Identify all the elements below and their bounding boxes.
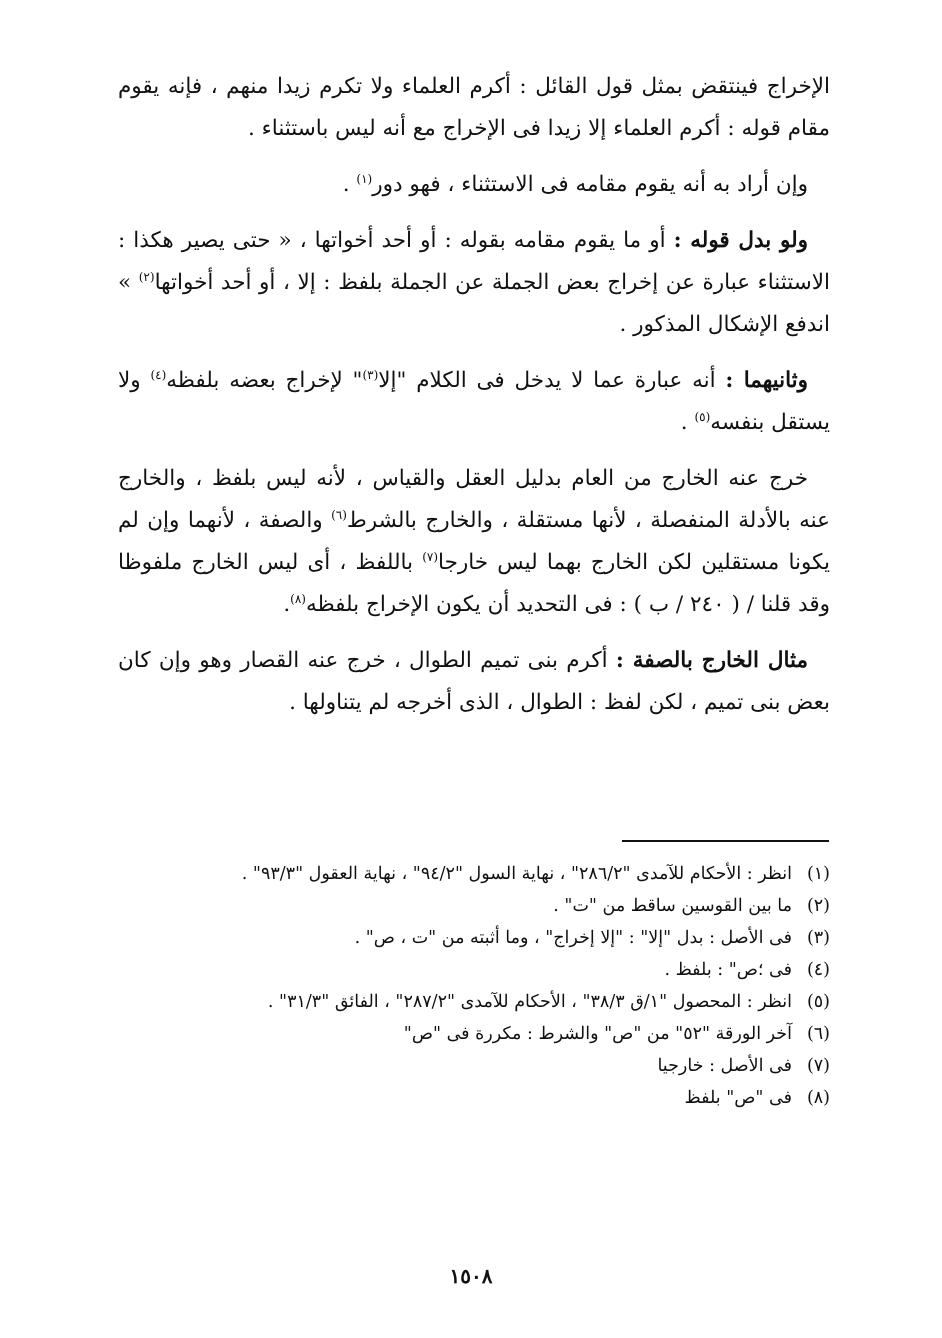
main-text [118, 66, 830, 724]
footnote-item [118, 922, 830, 954]
paragraph-3-text: أو ما يقوم مقامه بقوله : أو أحد أخواتها ، « حتى يصير هكذا : الاستثناء عبارة عن إخراج بعض الجملة عن الجملة بلفظ : إلا ، أو أحد أخواتها [118, 228, 830, 295]
footnote-text: فى الأصل : بدل "إلا" : "إلا إخراج" ، وما أثبته من "ت ، ص" . [354, 928, 792, 948]
footnote-text: ما بين القوسين ساقط من "ت" . [553, 896, 792, 916]
paragraph-5-end: . [283, 592, 291, 617]
paragraph-4-end: . [680, 410, 695, 435]
paragraph-4-text-c: ولا يستقل بنفسه [118, 368, 830, 435]
footnote-item [118, 1082, 830, 1114]
paragraph-5-text-c: باللفظ ، أى ليس الخارج ملفوظا وقد قلنا / ( ٢٤٠ / ب ) : فى التحديد أن يكون الإخراج بلفظه [118, 550, 830, 617]
paragraph-2 [118, 164, 830, 206]
footnote-ref-5: (٥) [694, 409, 711, 424]
footnote-item [118, 986, 830, 1018]
paragraph-6 [118, 640, 830, 724]
footnote-number: (٦) [806, 1024, 830, 1044]
paragraph-1 [118, 66, 830, 150]
footnote-ref-1: (١) [356, 171, 373, 186]
footnote-ref-4: (٤) [150, 367, 167, 382]
paragraph-1-text: الإخراج فينتقض بمثل قول القائل : أكرم العلماء ولا تكرم زيدا منهم ، فإنه يقوم مقام قوله : أكرم العلماء إلا زيدا فى الإخراج مع أنه ليس باستثناء . [118, 74, 830, 141]
page-number: ١٥٠٨ [449, 1264, 493, 1288]
footnote-text: انظر : المحصول "١/ق ٣٨/٣" ، الأحكام للآمدى "٢٨٧/٢" ، الفائق "٣١/٣" . [267, 992, 792, 1012]
footnote-item [118, 1050, 830, 1082]
footnote-text: فى ؛ص" : بلفظ . [664, 960, 792, 980]
footnote-ref-7: (٧) [422, 549, 439, 564]
footnote-text: فى "ص" بلفظ [684, 1088, 792, 1108]
footnote-ref-3: (٣) [362, 367, 379, 382]
paragraph-2-text: وإن أراد به أنه يقوم مقامه فى الاستثناء ، فهو دور [372, 172, 808, 197]
footnote-divider [622, 840, 829, 842]
paragraph-5-text-b: والصفة ، لأنهما وإن لم يكونا مستقلين لكن الخارج بهما ليس خارجا [118, 508, 830, 575]
footnote-ref-8: (٨) [290, 591, 306, 606]
footnote-number: (٣) [806, 928, 830, 948]
paragraph-4-text-b: " لإخراج بعضه بلفظه [166, 368, 363, 393]
paragraph-5 [118, 458, 830, 626]
paragraph-4-lead: وثانيهما : [725, 368, 808, 393]
footnote-item [118, 954, 830, 986]
footnote-item [118, 1018, 830, 1050]
footnote-number: (١) [806, 864, 830, 884]
paragraph-6-lead: مثال الخارج بالصفة : [615, 648, 808, 673]
paragraph-4-text-a: أنه عبارة عما لا يدخل فى الكلام "إلا [378, 368, 726, 393]
footnote-ref-6: (٦) [331, 507, 347, 522]
footnote-number: (٢) [806, 896, 830, 916]
footnote-text: آخر الورقة "٥٢" من "ص" والشرط : مكررة فى "ص" [403, 1024, 792, 1044]
footnote-number: (٧) [806, 1056, 830, 1076]
footnote-item [118, 890, 830, 922]
footnotes [118, 858, 830, 1114]
paragraph-6-text: أكرم بنى تميم الطوال ، خرج عنه القصار وهو وإن كان بعض بنى تميم ، لكن لفظ : الطوال ، الذى أخرجه لم يتناولها . [118, 648, 830, 715]
paragraph-4 [118, 360, 830, 444]
footnote-number: (٥) [806, 992, 830, 1012]
footnote-number: (٤) [806, 960, 830, 980]
footnote-ref-2: (٢) [138, 269, 155, 284]
footnote-text: انظر : الأحكام للآمدى "٢٨٦/٢" ، نهاية السول "٩٤/٢" ، نهاية العقول "٩٣/٣" . [241, 864, 792, 884]
footnote-number: (٨) [806, 1088, 830, 1108]
footnote-item [118, 858, 830, 890]
paragraph-3 [118, 220, 830, 346]
paragraph-2-end: . [342, 172, 357, 197]
paragraph-3-end: » اندفع الإشكال المذكور . [118, 270, 830, 337]
paragraph-5-text-a: خرج عنه الخارج من العام بدليل العقل والقياس ، لأنه ليس بلفظ ، والخارج عنه بالأدلة المنفصلة ، لأنها مستقلة ، والخارج بالشرط [118, 466, 830, 533]
paragraph-3-lead: ولو بدل قوله : [673, 228, 808, 253]
footnote-text: فى الأصل : خارجيا [657, 1056, 792, 1076]
